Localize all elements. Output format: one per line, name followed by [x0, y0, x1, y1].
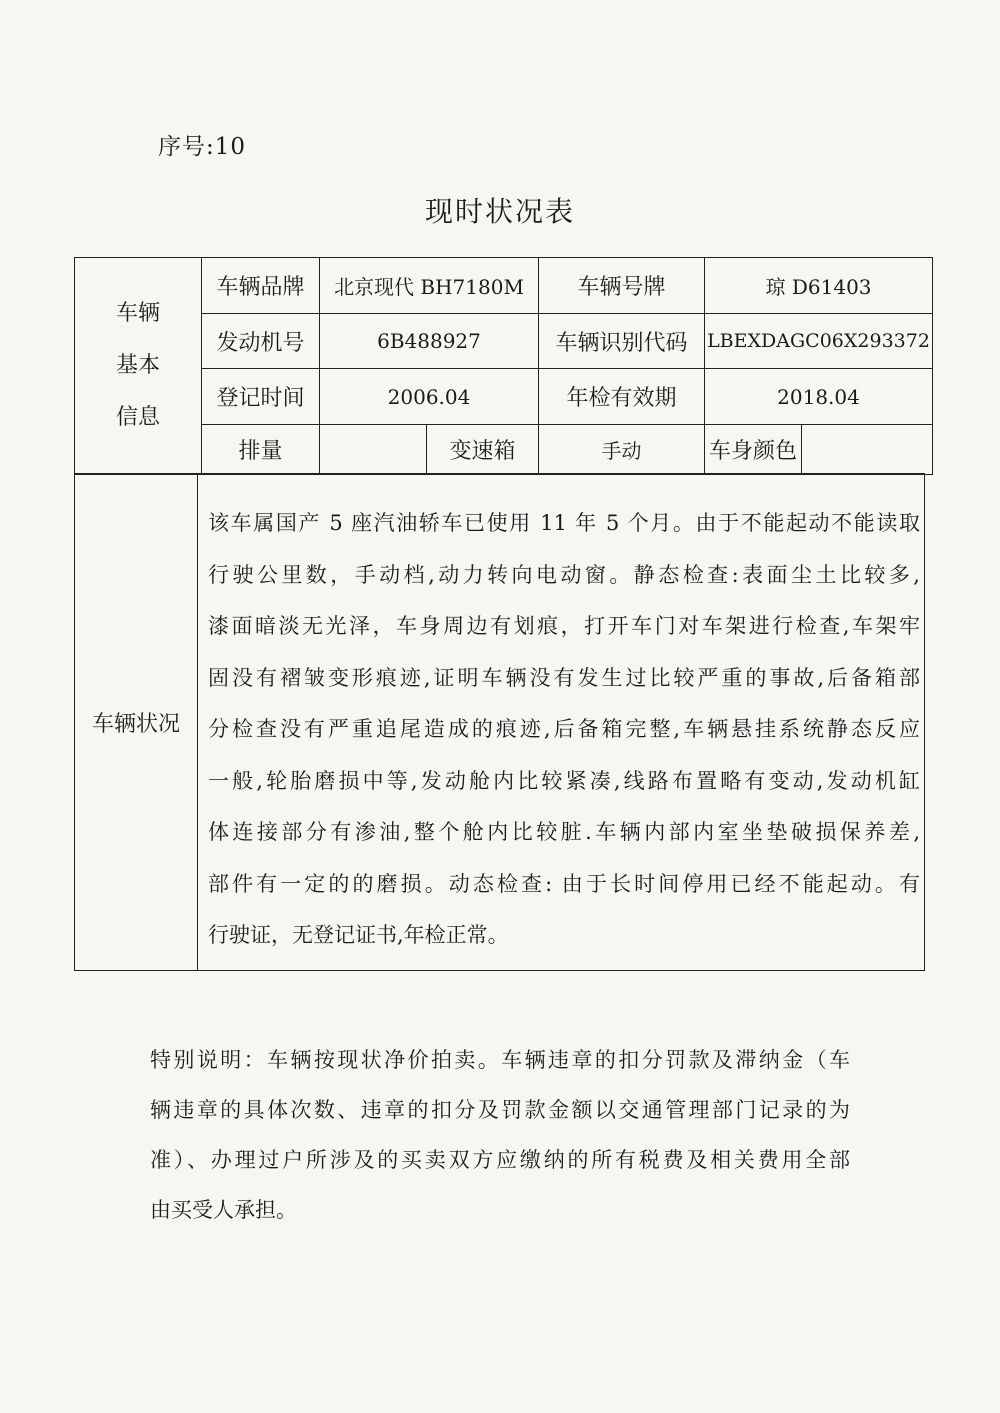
serial-number: 序号:10: [158, 134, 247, 160]
color-label: 车身颜色: [705, 425, 802, 475]
basic-info-table: [74, 257, 933, 475]
color-value: [802, 425, 933, 475]
displacement-value: [320, 425, 427, 475]
brand-value: 北京现代 BH7180M: [320, 258, 539, 314]
status-line: 该车属国产 5 座汽油轿车已使用 11 年 5 个月。由于不能起动不能读取: [208, 511, 920, 535]
displacement-label: 排量: [202, 425, 320, 475]
status-line: 一般,轮胎磨损中等,发动舱内比较紧凑,线路布置略有变动,发动机缸: [208, 768, 920, 793]
brand-label: 车辆品牌: [202, 258, 320, 314]
section-label-line: 信息: [115, 405, 160, 430]
vin-label: 车辆识别代码: [539, 314, 705, 369]
engine-label: 发动机号: [202, 314, 320, 369]
status-line: 行驶证，无登记证书,年检正常。: [208, 923, 509, 947]
status-line: 部件有一定的的磨损。动态检查: 由于长时间停用已经不能起动。有: [208, 871, 920, 896]
status-line: 分检查没有严重追尾造成的痕迹,后备箱完整,车辆悬挂系统静态反应: [208, 717, 920, 741]
note-line: 由买受人承担。: [150, 1198, 297, 1222]
note-line: 特别说明：车辆按现状净价拍卖。车辆违章的扣分罚款及滞纳金（车: [150, 1048, 850, 1072]
status-line: 行驶公里数，手动档,动力转向电动窗。静态检查:表面尘土比较多,: [208, 562, 920, 587]
plate-value: 琼 D61403: [705, 258, 933, 314]
register-value: 2006.04: [320, 369, 539, 425]
status-line: 漆面暗淡无光泽，车身周边有划痕，打开车门对车架进行检查,车架牢: [208, 614, 920, 638]
gearbox-value: 手动: [539, 425, 705, 475]
section-label-line: 车辆: [115, 301, 160, 326]
special-note: [150, 1035, 850, 1235]
note-line: 辆违章的具体次数、违章的扣分及罚款金额以交通管理部门记录的为: [150, 1098, 850, 1122]
page-title: 现时状况表: [424, 195, 575, 228]
status-label: 车辆状况: [75, 474, 198, 971]
inspection-label: 年检有效期: [539, 369, 705, 425]
basic-info-section-label: [75, 258, 202, 475]
engine-value: 6B488927: [320, 314, 539, 369]
section-label-line: 基本: [115, 353, 160, 378]
note-line: 准）、办理过户所涉及的买卖双方应缴纳的所有税费及相关费用全部: [150, 1148, 850, 1172]
vin-value: LBEXDAGC06X293372: [705, 314, 933, 369]
status-line: 体连接部分有渗油,整个舱内比较脏.车辆内部内室坐垫破损保养差,: [208, 820, 920, 844]
inspection-value: 2018.04: [705, 369, 933, 425]
gearbox-label: 变速箱: [427, 425, 539, 475]
register-label: 登记时间: [202, 369, 320, 425]
plate-label: 车辆号牌: [539, 258, 705, 314]
status-line: 固没有褶皱变形痕迹,证明车辆没有发生过比较严重的事故,后备箱部: [208, 665, 920, 690]
status-description: [208, 498, 920, 962]
